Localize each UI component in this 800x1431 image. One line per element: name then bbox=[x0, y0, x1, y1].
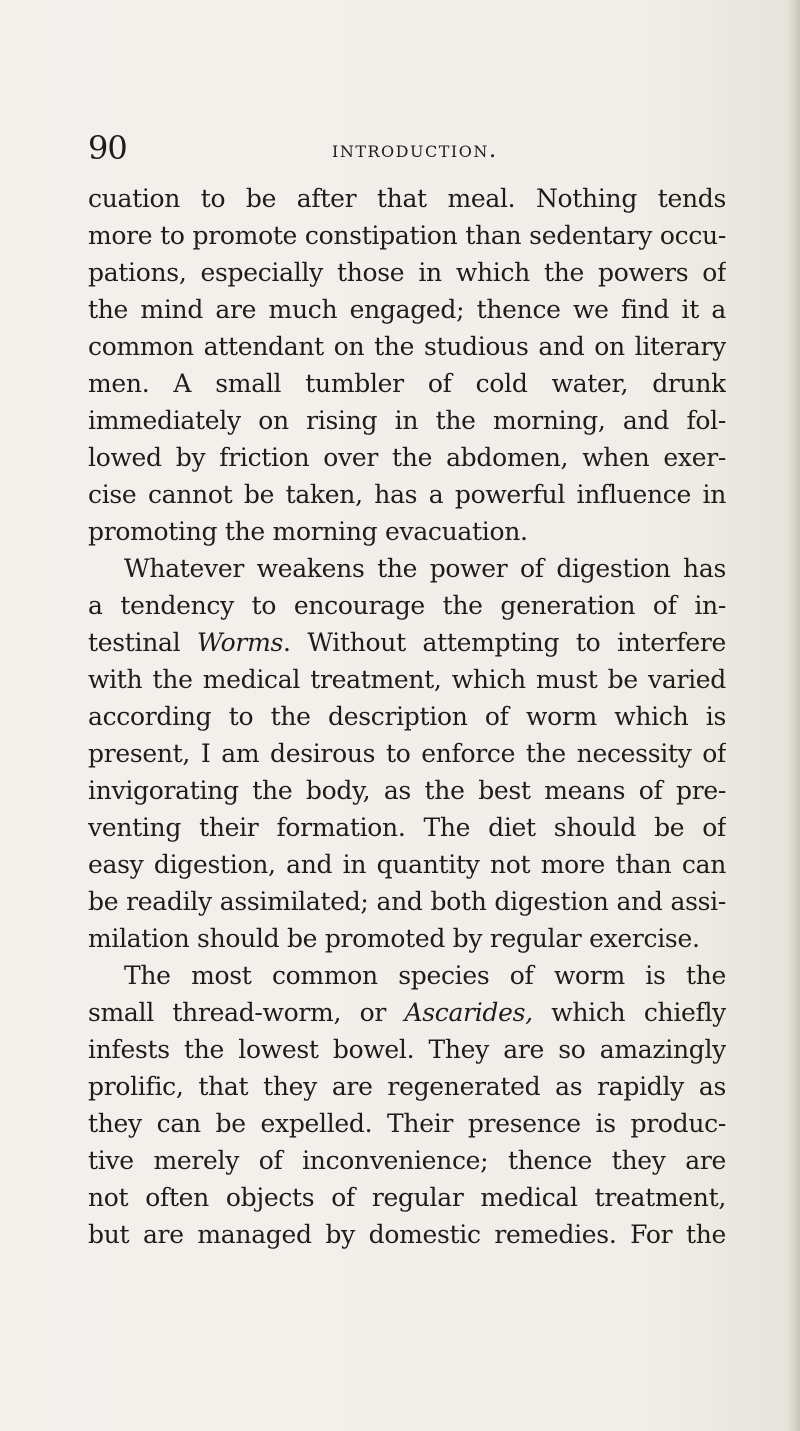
text-run: testinal bbox=[88, 628, 197, 657]
text-line: The most common species of worm is the bbox=[124, 961, 726, 990]
text-line: with the medical treatment, which must be varied bbox=[88, 665, 726, 694]
body-text bbox=[88, 180, 726, 1253]
text-line: men. A small tumbler of cold water, drunk bbox=[88, 369, 726, 398]
text-line: prolific, that they are regenerated as rapidly as bbox=[88, 1072, 726, 1101]
text-line: cise cannot be taken, has a powerful influence in bbox=[88, 480, 726, 509]
page-number: 90 bbox=[88, 129, 127, 167]
text-line-mixed bbox=[88, 994, 726, 1031]
text-line: infests the lowest bowel. They are so amazingly bbox=[88, 1035, 726, 1064]
text-run: which chiefly bbox=[532, 998, 726, 1027]
text-line: more to promote constipation than sedentary occu- bbox=[88, 221, 726, 250]
text-line: not often objects of regular medical treatment, bbox=[88, 1183, 726, 1212]
text-line: be readily assimilated; and both digestion and assi- bbox=[88, 887, 726, 916]
text-line: tive merely of inconvenience; thence they are bbox=[88, 1146, 726, 1175]
text-line: easy digestion, and in quantity not more than can bbox=[88, 850, 726, 879]
italic-term: Worms bbox=[196, 628, 284, 657]
text-line: milation should be promoted by regular exercise. bbox=[88, 924, 700, 953]
text-line: venting their formation. The diet should be of bbox=[88, 813, 726, 842]
italic-term: Ascarides, bbox=[404, 998, 533, 1027]
text-line: present, I am desirous to enforce the necessity of bbox=[88, 739, 726, 768]
text-run: . Without attempting to interfere bbox=[283, 628, 726, 657]
text-line-mixed bbox=[88, 624, 726, 661]
text-line: a tendency to encourage the generation of in- bbox=[88, 591, 726, 620]
text-line: common attendant on the studious and on literary bbox=[88, 332, 726, 361]
text-line: lowed by friction over the abdomen, when exer- bbox=[88, 443, 726, 472]
text-line: cuation to be after that meal. Nothing tends bbox=[88, 184, 726, 213]
running-head: introduction. bbox=[332, 137, 498, 163]
text-line: invigorating the body, as the best means of pre- bbox=[88, 776, 726, 805]
text-run: small thread-worm, or bbox=[88, 998, 405, 1027]
text-line: Whatever weakens the power of digestion has bbox=[124, 554, 726, 583]
page-header bbox=[88, 129, 728, 172]
text-line: the mind are much engaged; thence we find it a bbox=[88, 295, 726, 324]
text-line: pations, especially those in which the powers of bbox=[88, 258, 726, 287]
page-edge-shadow bbox=[786, 0, 800, 1431]
text-line: but are managed by domestic remedies. For the bbox=[88, 1220, 726, 1249]
text-line: immediately on rising in the morning, and fol- bbox=[88, 406, 726, 435]
text-line: according to the description of worm which is bbox=[88, 702, 726, 731]
text-line: promoting the morning evacuation. bbox=[88, 517, 528, 546]
text-line: they can be expelled. Their presence is produc- bbox=[88, 1109, 726, 1138]
